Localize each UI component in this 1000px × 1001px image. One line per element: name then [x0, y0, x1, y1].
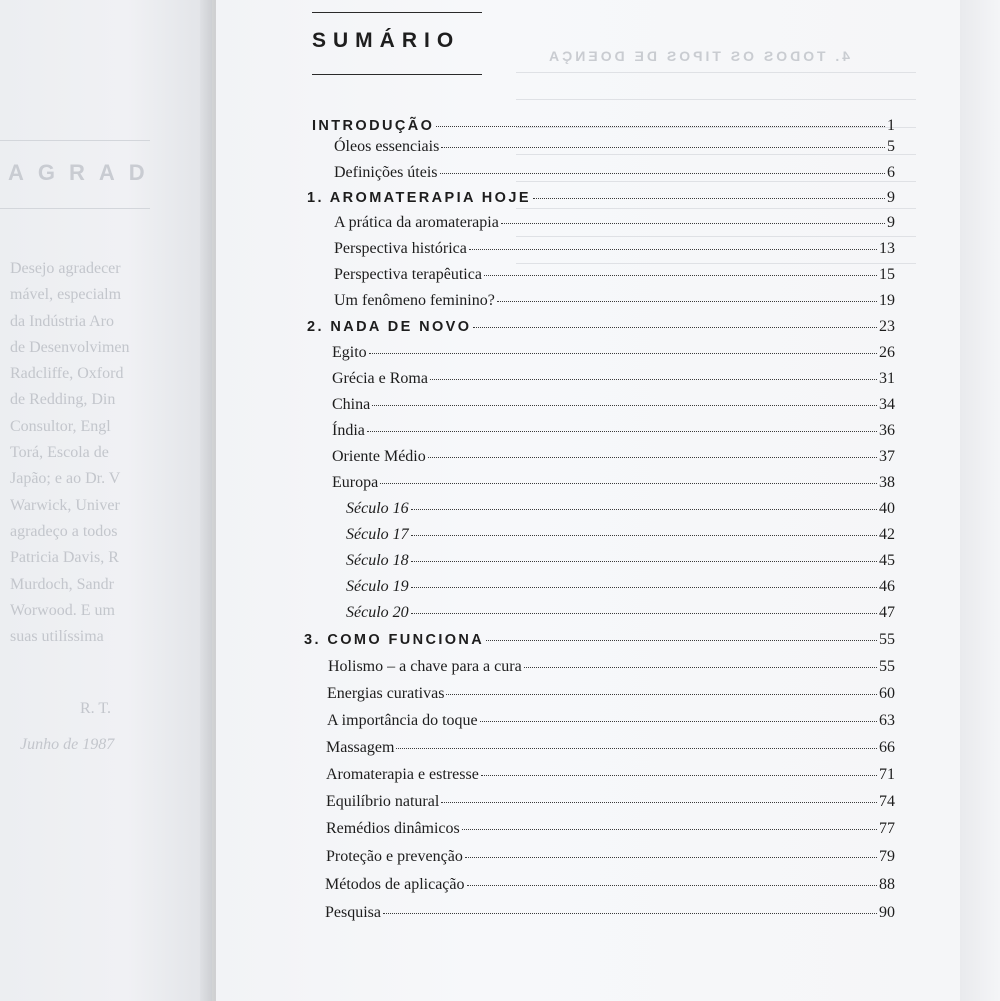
toc-entry-label: Proteção e prevenção: [326, 848, 463, 865]
toc-dot-leader: [436, 126, 885, 127]
toc-entry-label: Pesquisa: [325, 904, 381, 921]
toc-page-number: 46: [879, 578, 895, 595]
toc-page-number: 1: [887, 117, 895, 134]
left-page-line: suas utilíssima: [10, 628, 104, 646]
page-edge: [960, 0, 1000, 1001]
toc-dot-leader: [411, 509, 877, 510]
left-page-line: de Redding, Din: [10, 391, 116, 409]
toc-dot-leader: [469, 249, 877, 250]
toc-page-number: 38: [879, 474, 895, 491]
toc-chapter-entry: [307, 189, 895, 207]
toc-entry: [346, 526, 895, 544]
toc-page-number: 5: [887, 138, 895, 155]
toc-entry-label: Holismo – a chave para a cura: [328, 658, 522, 675]
toc-dot-leader: [481, 775, 877, 776]
toc-entry: [326, 793, 895, 811]
toc-entry: [326, 739, 895, 757]
toc-entry: [327, 712, 895, 730]
toc-entry-label: 2. NADA DE NOVO: [307, 319, 472, 335]
toc-dot-leader: [441, 802, 877, 803]
left-page-line: Japão; e ao Dr. V: [10, 470, 121, 488]
toc-entry-label: Século 16: [346, 500, 409, 517]
toc-page-number: 34: [879, 396, 895, 413]
toc-dot-leader: [428, 457, 877, 458]
contents-page: [216, 0, 960, 1001]
left-page-line: de Desenvolvimen: [10, 338, 130, 356]
toc-dot-leader: [533, 198, 885, 199]
toc-page-number: 77: [879, 820, 895, 837]
left-page-date: Junho de 1987: [20, 736, 115, 753]
toc-dot-leader: [411, 587, 877, 588]
toc-entry: [346, 604, 895, 622]
toc-page-number: 55: [879, 658, 895, 675]
toc-entry: [346, 500, 895, 518]
left-page: [0, 0, 212, 1001]
toc-page-number: 37: [879, 448, 895, 465]
toc-entry-label: 3. COMO FUNCIONA: [304, 632, 485, 648]
toc-dot-leader: [411, 613, 877, 614]
toc-chapter-entry: [307, 318, 895, 336]
toc-dot-leader: [396, 748, 877, 749]
toc-entry: [326, 820, 895, 838]
toc-dot-leader: [430, 379, 877, 380]
page-title: SUMÁRIO: [312, 29, 461, 52]
toc-page-number: 36: [879, 422, 895, 439]
toc-dot-leader: [524, 667, 877, 668]
toc-entry-label: A importância do toque: [327, 712, 478, 729]
toc-entry: [332, 422, 895, 440]
toc-page-number: 19: [879, 292, 895, 309]
toc-entry-label: Século 19: [346, 578, 409, 595]
toc-dot-leader: [486, 640, 877, 641]
toc-entry: [326, 848, 895, 866]
reverse-side-title: 4. TODOS OS TIPOS DE DOENÇA: [546, 48, 851, 64]
toc-page-number: 90: [879, 904, 895, 921]
toc-dot-leader: [462, 829, 877, 830]
toc-entry-label: A prática da aromaterapia: [334, 214, 499, 231]
toc-page-number: 9: [887, 189, 895, 206]
toc-page-number: 31: [879, 370, 895, 387]
toc-entry-label: Óleos essenciais: [334, 138, 440, 155]
toc-page-number: 45: [879, 552, 895, 569]
toc-page-number: 79: [879, 848, 895, 865]
toc-entry: [334, 292, 895, 310]
toc-page-number: 74: [879, 793, 895, 810]
toc-dot-leader: [411, 535, 877, 536]
toc-page-number: 47: [879, 604, 895, 621]
toc-dot-leader: [367, 431, 877, 432]
toc-dot-leader: [480, 721, 877, 722]
toc-entry-label: INTRODUÇÃO: [312, 118, 435, 134]
toc-entry: [334, 164, 895, 182]
toc-dot-leader: [380, 483, 877, 484]
toc-entry-label: Europa: [332, 474, 379, 491]
toc-chapter-entry: [312, 117, 895, 135]
left-page-line: Murdoch, Sandr: [10, 575, 114, 593]
toc-entry-label: Grécia e Roma: [332, 370, 428, 387]
left-page-line: Torá, Escola de: [10, 444, 109, 462]
toc-page-number: 71: [879, 766, 895, 783]
toc-dot-leader: [473, 327, 877, 328]
toc-entry: [346, 552, 895, 570]
toc-entry-label: Perspectiva terapêutica: [334, 266, 482, 283]
toc-dot-leader: [465, 857, 877, 858]
toc-entry: [332, 370, 895, 388]
toc-page-number: 88: [879, 876, 895, 893]
toc-entry-label: China: [332, 396, 371, 413]
toc-dot-leader: [411, 561, 877, 562]
left-page-line: mável, especialm: [10, 286, 122, 304]
toc-page-number: 60: [879, 685, 895, 702]
toc-dot-leader: [441, 147, 885, 148]
left-page-signature: R. T.: [80, 700, 111, 717]
left-page-line: da Indústria Aro: [10, 312, 114, 330]
toc-entry-label: Equilíbrio natural: [326, 793, 440, 810]
toc-entry: [325, 904, 895, 922]
left-page-line: Worwood. E um: [10, 601, 115, 619]
toc-dot-leader: [372, 405, 877, 406]
left-page-line: Radcliffe, Oxford: [10, 365, 124, 383]
left-page-text: [10, 256, 212, 650]
toc-page-number: 42: [879, 526, 895, 543]
toc-entry-label: Definições úteis: [334, 164, 438, 181]
toc-page-number: 55: [879, 631, 895, 648]
left-page-line: agradeço a todos: [10, 522, 118, 540]
toc-entry: [346, 578, 895, 596]
toc-dot-leader: [440, 173, 885, 174]
toc-dot-leader: [501, 223, 885, 224]
toc-entry-label: Século 20: [346, 604, 409, 621]
toc-dot-leader: [497, 301, 877, 302]
toc-entry: [327, 685, 895, 703]
left-page-rule-bottom: [0, 208, 150, 209]
toc-entry: [334, 266, 895, 284]
toc-entry: [332, 396, 895, 414]
toc-page-number: 23: [879, 318, 895, 335]
left-page-line: Patricia Davis, R: [10, 549, 119, 567]
toc-page-number: 26: [879, 344, 895, 361]
toc-page-number: 40: [879, 500, 895, 517]
toc-dot-leader: [446, 694, 877, 695]
toc-page-number: 9: [887, 214, 895, 231]
left-page-line: Desejo agradecer: [10, 260, 121, 277]
toc-entry-label: Remédios dinâmicos: [326, 820, 460, 837]
left-page-rule-top: [0, 140, 150, 141]
toc-page-number: 15: [879, 266, 895, 283]
toc-page-number: 66: [879, 739, 895, 756]
toc-entry: [334, 214, 895, 232]
toc-entry-label: Oriente Médio: [332, 448, 426, 465]
toc-page-number: 13: [879, 240, 895, 257]
toc-entry: [332, 474, 895, 492]
left-page-line: Consultor, Engl: [10, 417, 111, 435]
toc-entry-label: Século 17: [346, 526, 409, 543]
toc-entry-label: Massagem: [326, 739, 395, 756]
toc-entry-label: Perspectiva histórica: [334, 240, 467, 257]
toc-entry-label: Métodos de aplicação: [325, 876, 465, 893]
toc-page-number: 6: [887, 164, 895, 181]
toc-entry-label: Índia: [332, 422, 365, 439]
toc-entry: [328, 658, 895, 676]
toc-entry-label: Aromaterapia e estresse: [326, 766, 479, 783]
toc-entry-label: 1. AROMATERAPIA HOJE: [307, 190, 531, 206]
toc-entry: [325, 876, 895, 894]
left-page-line: Warwick, Univer: [10, 496, 120, 514]
toc-entry-label: Energias curativas: [327, 685, 445, 702]
toc-entry: [334, 138, 895, 156]
toc-chapter-entry: [304, 631, 895, 649]
toc-dot-leader: [484, 275, 877, 276]
toc-entry: [334, 240, 895, 258]
toc-page-number: 63: [879, 712, 895, 729]
toc-dot-leader: [467, 885, 878, 886]
toc-entry-label: Um fenômeno feminino?: [334, 292, 495, 309]
toc-entry: [326, 766, 895, 784]
toc-entry-label: Século 18: [346, 552, 409, 569]
toc-entry: [332, 448, 895, 466]
table-of-contents: [216, 0, 960, 1001]
left-page-heading: AGRAD: [8, 160, 159, 185]
toc-entry: [332, 344, 895, 362]
toc-entry-label: Egito: [332, 344, 367, 361]
toc-dot-leader: [369, 353, 877, 354]
toc-dot-leader: [383, 913, 877, 914]
